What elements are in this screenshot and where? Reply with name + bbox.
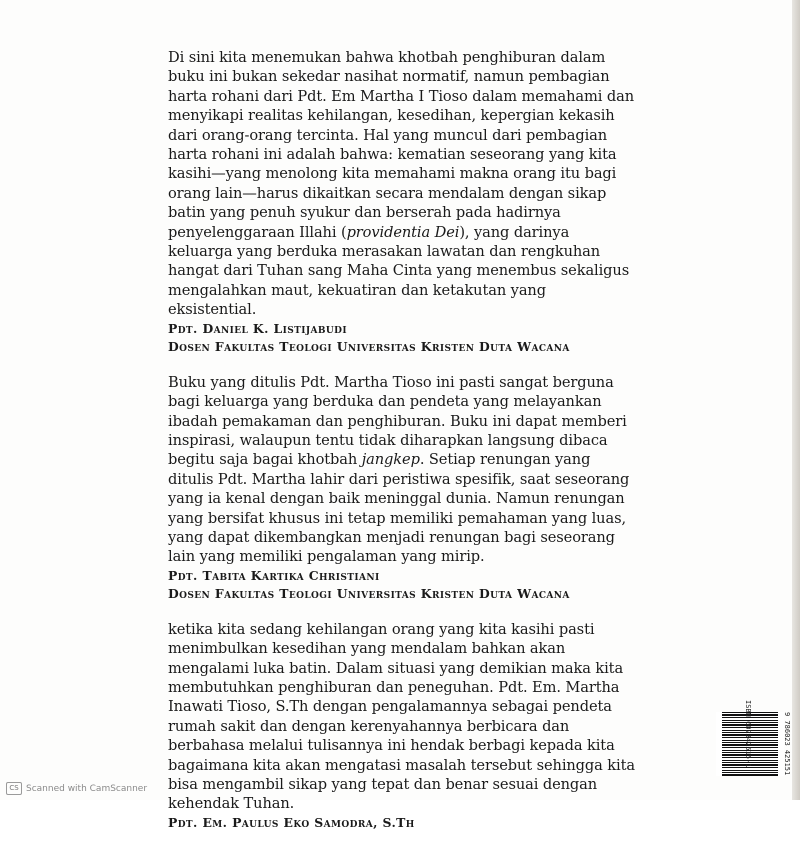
italic-term: jangkep	[361, 451, 420, 469]
endorsements	[168, 48, 638, 849]
isbn-label: ISBN 602342515-1	[744, 700, 752, 768]
page-edge	[792, 0, 800, 800]
endorsement-author: Pdt. Daniel K. Listijabudi	[168, 320, 347, 336]
watermark-text: Scanned with CamScanner	[26, 783, 148, 794]
endorsement-text: Di sini kita menemukan bahwa khotbah penghiburan dalam buku ini bukan sekedar nasihat normatif, namun pembagian harta rohani dari Pdt. Em Martha I Tioso dalam memahami dan menyikapi realitas kehilangan, kesedihan, kepergian kekasih dari orang-orang tercinta. Hal yang muncul dari pembagian harta rohani ini adalah bahwa: kematian seseorang yang kita kasihi—yang menolong kita memahami makna orang itu bagi orang lain—harus dikaitkan secara mendalam dengan sikap batin yang penuh syukur dan berserah pada hadirnya penyelenggaraan Illahi (providentia Dei), yang darinya keluarga yang berduka merasakan lawatan dan rengkuhan hangat dari Tuhan sang Maha Cinta yang menembus sekaligus mengalahkan maut, kekuatiran dan ketakutan yang eksistential.	[168, 49, 635, 319]
isbn-number: 9 786023 425151	[783, 712, 791, 776]
camscanner-logo-icon: CS	[6, 782, 22, 795]
endorsement-author: Pdt. Em. Paulus Eko Samodra, S.Th	[168, 814, 415, 830]
endorsement-affiliation: Dosen Fakultas Teologi Universitas Kristen Duta Wacana	[168, 585, 570, 601]
scanner-watermark	[6, 782, 147, 795]
endorsement-1	[168, 48, 638, 356]
endorsement-2	[168, 373, 638, 603]
endorsement-affiliation: Dosen Fakultas Teologi Universitas Kristen Duta Wacana	[168, 338, 570, 354]
endorsement-author: Pdt. Tabita Kartika Christiani	[168, 567, 380, 583]
italic-term: providentia Dei	[346, 223, 460, 241]
endorsement-text: ketika kita sedang kehilangan orang yang kita kasihi pasti menimbulkan kesedihan yang mendalam bahkan akan mengalami luka batin. Dalam situasi yang demikian maka kita membutuhkan penghiburan dan peneguhan. Pdt. Em. Martha Inawati Tioso, S.Th dengan pengalamannya sebagai pendeta rumah sakit dan dengan kerenyahannya berbicara dan berbahasa melalui tulisannya ini hendak berbagi kepada kita bagaimana kita akan mengatasi masalah tersebut sehingga kita bisa mengambil sikap yang tepat dan benar sesuai dengan kehendak Tuhan.	[168, 620, 635, 813]
endorsement-text: Buku yang ditulis Pdt. Martha Tioso ini pasti sangat berguna bagi keluarga yang berduka dan pendeta yang melayankan ibadah pemakaman dan penghiburan. Buku ini dapat memberi inspirasi, walaupun tentu tidak diharapkan langsung dibaca begitu saja bagai khotbah jangkep. Setiap renungan yang ditulis Pdt. Martha lahir dari peristiwa spesifik, saat seseorang yang ia kenal dengan baik meninggal dunia. Namun renungan yang bersifat khusus ini tetap memiliki pemahaman yang luas, yang dapat dikembangkan menjadi renungan bagi seseorang lain yang memiliki pengalaman yang mirip.	[168, 373, 630, 566]
endorsement-3	[168, 620, 638, 832]
